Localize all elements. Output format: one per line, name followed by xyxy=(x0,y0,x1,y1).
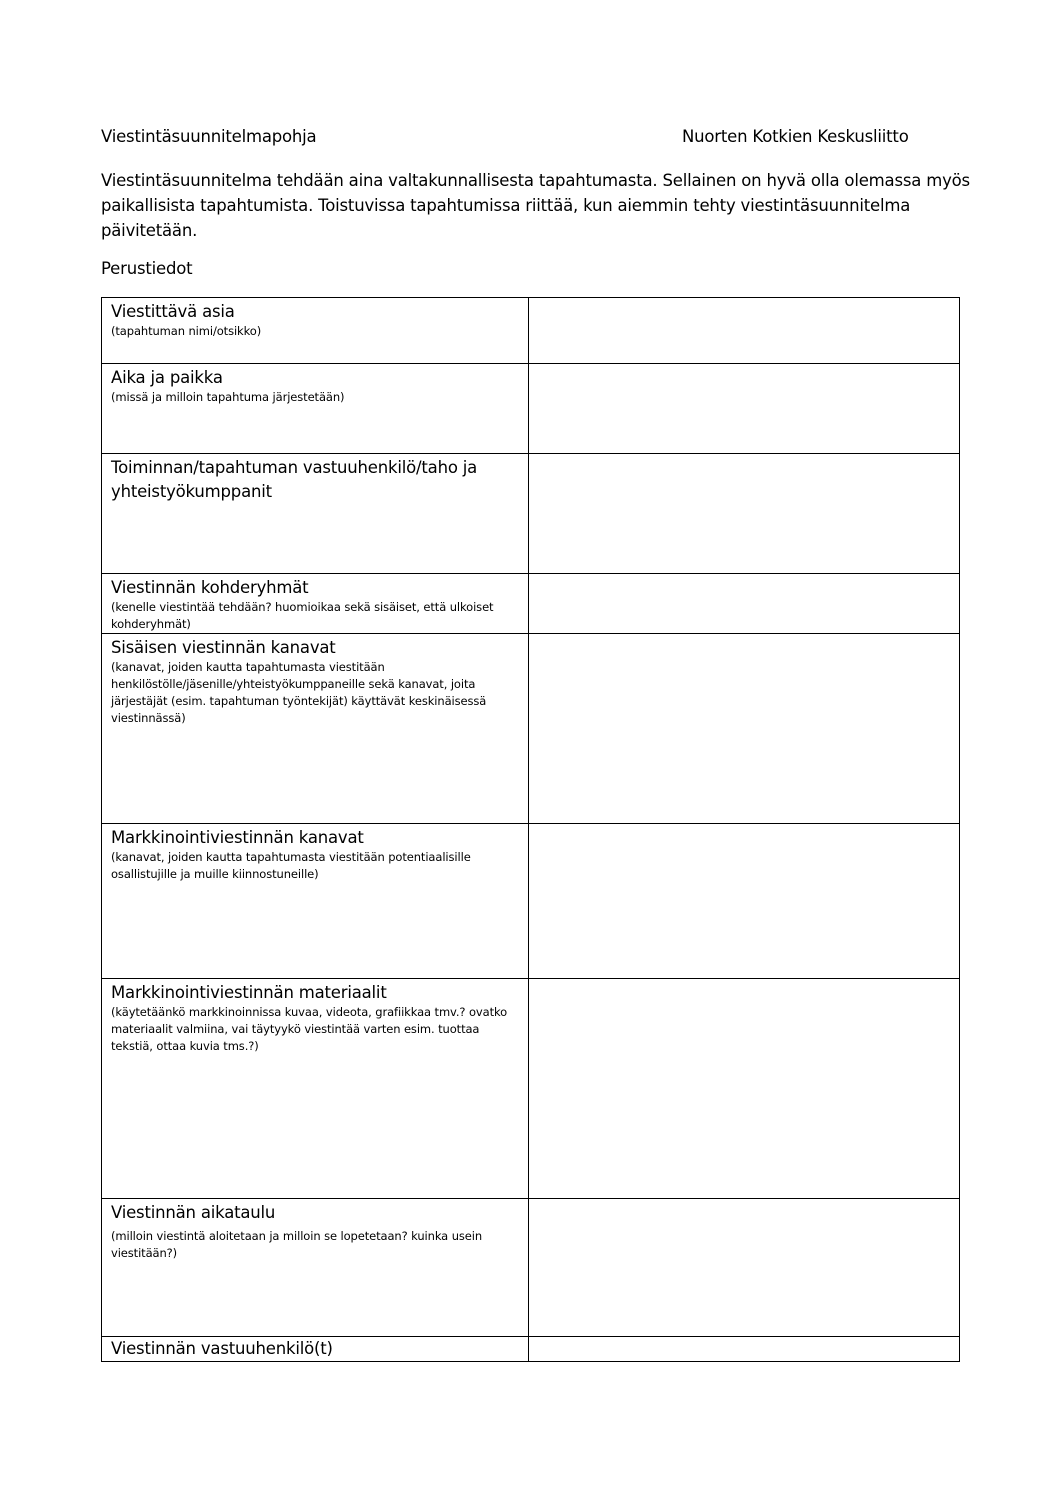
row-title: Viestinnän kohderyhmät xyxy=(111,578,309,597)
row-title: Toiminnan/tapahtuman vastuuhenkilö/taho ja yhteistyökumppanit xyxy=(111,458,478,501)
row-title: Markkinointiviestinnän kanavat xyxy=(111,828,364,847)
row-hint: (kanavat, joiden kautta tapahtumasta viestitään henkilöstölle/jäsenille/yhteistyökumppaneille sekä kanavat, joita järjestäjät (esim. tapahtuman työntekijät) käyttävät keskinäisessä viestinnässä) xyxy=(111,660,487,725)
document-title: Viestintäsuunnitelmapohja xyxy=(101,127,317,146)
row-value-field[interactable] xyxy=(529,824,960,979)
organization-name: Nuorten Kotkien Keskusliitto xyxy=(682,127,909,146)
row-label-cell xyxy=(102,454,529,574)
table-row-schedule xyxy=(102,1199,960,1337)
row-hint: (kanavat, joiden kautta tapahtumasta viestitään potentiaalisille osallistujille ja muille kiinnostuneille) xyxy=(111,850,471,881)
row-title: Sisäisen viestinnän kanavat xyxy=(111,638,336,657)
row-value-field[interactable] xyxy=(529,454,960,574)
row-value-field[interactable] xyxy=(529,298,960,364)
row-label-cell xyxy=(102,298,529,364)
row-value-field[interactable] xyxy=(529,364,960,454)
table-row-marketing-materials xyxy=(102,979,960,1199)
row-label-cell xyxy=(102,979,529,1199)
table-row-target-groups xyxy=(102,574,960,634)
row-title: Aika ja paikka xyxy=(111,368,223,387)
row-label-cell xyxy=(102,634,529,824)
row-hint: (milloin viestintä aloitetaan ja milloin se lopetetaan? kuinka usein viestitään?) xyxy=(111,1229,483,1260)
row-label-cell xyxy=(102,364,529,454)
row-value-field[interactable] xyxy=(529,634,960,824)
row-label-cell xyxy=(102,824,529,979)
table-row-topic xyxy=(102,298,960,364)
row-hint: (käytetäänkö markkinoinnissa kuvaa, videota, grafiikkaa tmv.? ovatko materiaalit valmiina, vai täytyykö viestintää varten esim. tuottaa tekstiä, ottaa kuvia tms.?) xyxy=(111,1005,508,1053)
row-label-cell xyxy=(102,574,529,634)
row-label-cell xyxy=(102,1337,529,1362)
row-title: Markkinointiviestinnän materiaalit xyxy=(111,983,387,1002)
row-hint: (tapahtuman nimi/otsikko) xyxy=(111,324,262,338)
table-row-responsible-partners xyxy=(102,454,960,574)
row-value-field[interactable] xyxy=(529,574,960,634)
row-value-field[interactable] xyxy=(529,1199,960,1337)
row-value-field[interactable] xyxy=(529,979,960,1199)
intro-paragraph: Viestintäsuunnitelma tehdään aina valtakunnallisesta tapahtumasta. Sellainen on hyvä olla olemassa myös paikallisista tapahtumista. Toistuvissa tapahtumissa riittää, kun aiemmin tehty viestintäsuunnitelma päivitetään. xyxy=(101,171,970,240)
row-title: Viestittävä asia xyxy=(111,302,235,321)
row-label-cell xyxy=(102,1199,529,1337)
row-hint: (kenelle viestintää tehdään? huomioikaa sekä sisäiset, että ulkoiset kohderyhmät) xyxy=(111,600,494,631)
table-row-communication-owner xyxy=(102,1337,960,1362)
row-title: Viestinnän vastuuhenkilö(t) xyxy=(111,1339,333,1358)
section-title-perustiedot: Perustiedot xyxy=(101,259,193,278)
table-row-marketing-channels xyxy=(102,824,960,979)
basic-info-table xyxy=(101,297,960,1362)
table-row-internal-channels xyxy=(102,634,960,824)
row-title: Viestinnän aikataulu xyxy=(111,1203,276,1222)
row-value-field[interactable] xyxy=(529,1337,960,1362)
table-row-time-place xyxy=(102,364,960,454)
row-hint: (missä ja milloin tapahtuma järjestetään) xyxy=(111,390,345,404)
